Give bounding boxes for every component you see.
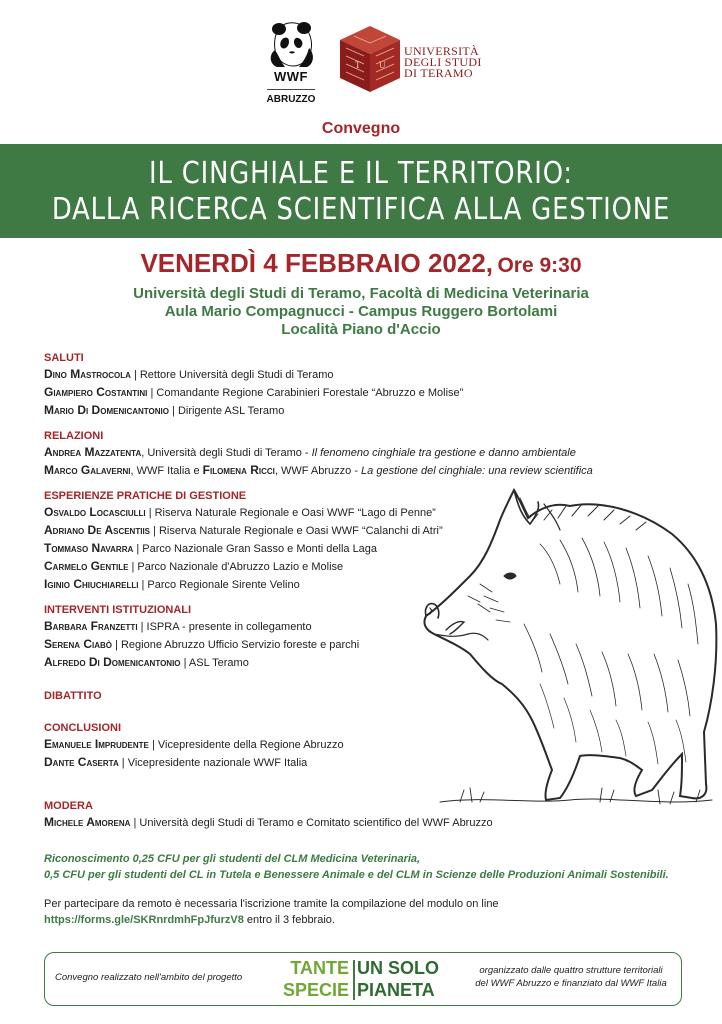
section-title-modera: MODERA (44, 800, 93, 812)
remote-line1: Per partecipare da remoto è necessaria l'iscrizione tramite la compilazione del modulo on line (44, 898, 499, 910)
talk-title: Il fenomeno cinghiale tra gestione e danno ambientale (311, 447, 576, 459)
university-name-line3: DI TERAMO (404, 66, 473, 80)
event-type: Convegno (321, 120, 401, 137)
venue-line3: Località Piano d'Accio (281, 321, 441, 338)
speaker-name: Barbara Franzetti (44, 619, 138, 633)
university-name-line2: DEGLI STUDI (404, 55, 482, 69)
footer-right-line1: organizzato dalle quattro strutture territoriali (479, 965, 663, 976)
speaker-name: Osvaldo Locasciulli (44, 505, 146, 519)
speaker-role: , WWF Abruzzo - (274, 465, 362, 477)
footer-right-line2: del WWF Abruzzo e finanziato dal WWF Italia (475, 978, 667, 989)
credits-note (44, 851, 714, 883)
talk-title: La gestione del cinghiale: una review scientifica (361, 465, 593, 477)
speaker-name: Carmelo Gentile (44, 559, 129, 573)
title-banner (0, 144, 722, 238)
credits-line2: 0,5 CFU per gli studenti del CL in Tutela e Benessere Animale e del CLM in Scienze delle Produzioni Animali Sostenibili. (44, 869, 669, 881)
speaker-name: Emanuele Imprudente (44, 737, 149, 751)
speaker-role: , WWF Italia e (130, 465, 203, 477)
speaker-role: | Parco Nazionale d'Abruzzo Lazio e Molise (128, 561, 344, 573)
panda-icon (265, 20, 317, 68)
header-logos (0, 18, 722, 118)
footer-right-text (465, 964, 677, 990)
title-line2: DALLA RICERCA SCIENTIFICA ALLA GESTIONE (51, 192, 671, 227)
speaker-name: Mario Di Domenicantonio (44, 403, 169, 417)
wwf-divider (267, 89, 315, 90)
speaker-name: Marco Galaverni (44, 463, 131, 477)
section-title-dibattito: DIBATTITO (44, 690, 102, 702)
speaker-role: | ISPRA - presente in collegamento (137, 621, 312, 633)
wwf-region: ABRUZZO (266, 94, 316, 105)
venue-line2: Aula Mario Compagnucci - Campus Ruggero Bortolami (164, 303, 558, 320)
project-logo-left (271, 957, 349, 1001)
program-row (44, 462, 684, 480)
university-logo (338, 24, 508, 94)
credits-line1: Riconoscimento 0,25 CFU per gli studenti del CLM Medicina Veterinaria, (44, 853, 421, 865)
event-date (0, 248, 722, 279)
section-title-conclusioni: CONCLUSIONI (44, 722, 121, 734)
footer-project-box (44, 952, 682, 1006)
project-logo-separator (353, 960, 355, 1000)
university-name-line1: UNIVERSITÀ (404, 44, 479, 58)
speaker-name: Serena Ciabò (44, 637, 113, 651)
wwf-logo (262, 20, 320, 105)
remote-deadline: entro il 3 febbraio. (243, 914, 335, 926)
speaker-role: | ASL Teramo (180, 657, 249, 669)
remote-line2 (44, 912, 684, 928)
program-row (44, 366, 684, 384)
section-title-relazioni: RELAZIONI (44, 430, 104, 442)
wild-boar-illustration (420, 484, 720, 814)
speaker-name: Adriano De Ascentiis (44, 523, 151, 537)
speaker-role: | Rettore Università degli Studi di Teramo (130, 369, 334, 381)
speaker-role: | Riserva Naturale Regionale e Oasi WWF “Lago di Penne” (145, 507, 436, 519)
speaker-name: Dino Mastrocola (44, 367, 131, 381)
speaker-role: , Università degli Studi di Teramo - (141, 447, 312, 459)
section-title-interventi: INTERVENTI ISTITUZIONALI (44, 604, 192, 616)
event-day: VENERDÌ 4 FEBBRAIO 2022, (140, 248, 494, 278)
section-title-saluti: SALUTI (44, 352, 84, 364)
speaker-role: | Regione Abruzzo Ufficio Servizio foreste e parchi (112, 639, 360, 651)
cube-glyph: U (379, 60, 386, 70)
speaker-role: | Dirigente ASL Teramo (168, 405, 285, 417)
event-time: Ore 9:30 (497, 254, 582, 277)
project-logo-right (357, 957, 439, 1001)
footer-left-text: Convegno realizzato nell'ambito del progetto (55, 972, 243, 983)
speaker-role: | Università degli Studi di Teramo e Comitato scientifico del WWF Abruzzo (130, 817, 493, 829)
project-word-un-solo: UN SOLO (357, 958, 440, 978)
remote-participation (44, 896, 684, 928)
program-row (44, 814, 684, 832)
title-line1: IL CINGHIALE E IL TERRITORIO: (149, 156, 573, 191)
program-row (44, 384, 684, 402)
speaker-name: Dante Caserta (44, 755, 119, 769)
speaker-role: | Riserva Naturale Regionale e Oasi WWF “Calanchi di Atri” (150, 525, 443, 537)
venue-line1: Università degli Studi di Teramo, Facoltà di Medicina Veterinaria (133, 285, 589, 302)
project-word-specie: SPECIE (282, 980, 349, 1000)
registration-link[interactable]: https://forms.gle/SKRnrdmhFpJfurzV8 (44, 914, 244, 926)
university-name (404, 46, 482, 79)
cube-glyph: T (355, 60, 361, 70)
program-row (44, 444, 684, 462)
wwf-text: WWF (274, 69, 308, 84)
speaker-name: Alfredo Di Domenicantonio (44, 655, 181, 669)
venue (0, 285, 722, 339)
speaker-role: | Comandante Regione Carabinieri Forestale “Abruzzo e Molise” (147, 387, 464, 399)
speaker-name: Andrea Mazzatenta (44, 445, 142, 459)
speaker-name: Michele Amorena (44, 815, 131, 829)
project-word-tante: TANTE (290, 958, 349, 978)
university-cube-icon (338, 24, 402, 94)
speaker-role: | Vicepresidente nazionale WWF Italia (118, 757, 308, 769)
speaker-role: | Vicepresidente della Regione Abruzzo (148, 739, 344, 751)
speaker-name: Filomena Ricci (202, 463, 275, 477)
program-row (44, 402, 684, 420)
speaker-name: Iginio Chiuchiarelli (44, 577, 139, 591)
project-word-pianeta: PIANETA (357, 980, 435, 1000)
speaker-name: Giampiero Costantini (44, 385, 148, 399)
speaker-role: | Parco Nazionale Gran Sasso e Monti della Laga (133, 543, 378, 555)
speaker-role: | Parco Regionale Sirente Velino (138, 579, 300, 591)
section-title-esperienze: ESPERIENZE PRATICHE DI GESTIONE (44, 490, 247, 502)
speaker-name: Tommaso Navarra (44, 541, 134, 555)
